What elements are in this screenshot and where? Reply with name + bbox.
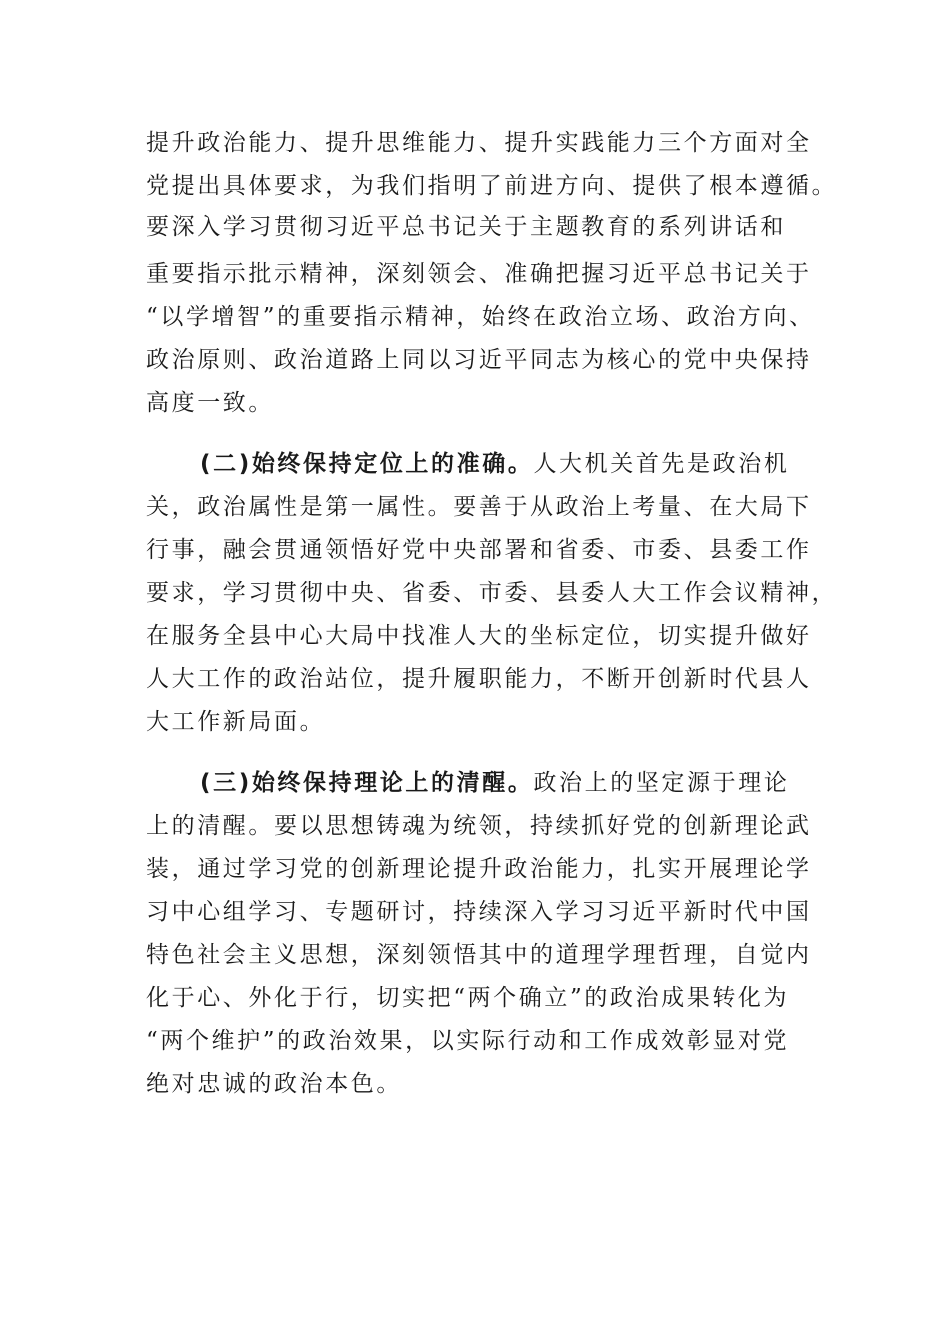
paragraph-2-line-4: 要求，学习贯彻中央、省委、市委、县委人大工作会议精神， <box>146 580 838 606</box>
paragraph-2-line-7: 大工作新局面。 <box>146 709 326 735</box>
paragraph-3-line-2: 上的清醒。要以思想铸魂为统领，持续抓好党的创新理论武 <box>146 813 812 839</box>
paragraph-2-line-2: 关，政治属性是第一属性。要善于从政治上考量、在大局下 <box>146 494 812 520</box>
paragraph-1-line-3: 要深入学习贯彻习近平总书记关于主题教育的系列讲话和 <box>146 214 786 240</box>
paragraph-2-line-3: 行事，融会贯通领悟好党中央部署和省委、市委、县委工作 <box>146 537 812 563</box>
paragraph-3-line-8: 绝对忠诚的政治本色。 <box>146 1071 402 1097</box>
paragraph-2-line-6: 人大工作的政治站位，提升履职能力，不断开创新时代县人 <box>146 666 812 692</box>
paragraph-3-line-3: 装，通过学习党的创新理论提升政治能力，扎实开展理论学 <box>146 856 812 882</box>
paragraph-2-first-line <box>200 449 826 479</box>
paragraph-3-line-6: 化于心、外化于行，切实把“两个确立”的政治成果转化为 <box>146 985 790 1011</box>
paragraph-1-line-6: 政治原则、政治道路上同以习近平同志为核心的党中央保持 <box>146 347 812 373</box>
paragraph-3-first-line-text: 政治上的坚定源于理论 <box>533 770 790 796</box>
paragraph-2-first-line-text: 人大机关首先是政治机 <box>533 451 790 477</box>
paragraph-1-line-1: 提升政治能力、提升思维能力、提升实践能力三个方面对全 <box>146 130 812 156</box>
section-heading-2: (二)始终保持定位上的准确。 <box>200 451 534 477</box>
paragraph-1-line-5: “以学增智”的重要指示精神，始终在政治立场、政治方向、 <box>146 304 815 330</box>
paragraph-3-first-line <box>200 768 826 798</box>
paragraph-3-line-4: 习中心组学习、专题研讨，持续深入学习习近平新时代中国 <box>146 899 812 925</box>
paragraph-2-line-5: 在服务全县中心大局中找准人大的坐标定位，切实提升做好 <box>146 623 812 649</box>
paragraph-3-line-7: “两个维护”的政治效果，以实际行动和工作成效彰显对党 <box>146 1028 790 1054</box>
paragraph-3-line-5: 特色社会主义思想，深刻领悟其中的道理学理哲理，自觉内 <box>146 942 812 968</box>
section-heading-3: (三)始终保持理论上的清醒。 <box>200 770 534 796</box>
paragraph-1-line-4: 重要指示批示精神，深刻领会、准确把握习近平总书记关于 <box>146 261 812 287</box>
paragraph-1-line-2: 党提出具体要求，为我们指明了前进方向、提供了根本遵循。 <box>146 173 838 199</box>
paragraph-1-line-7: 高度一致。 <box>146 390 274 416</box>
